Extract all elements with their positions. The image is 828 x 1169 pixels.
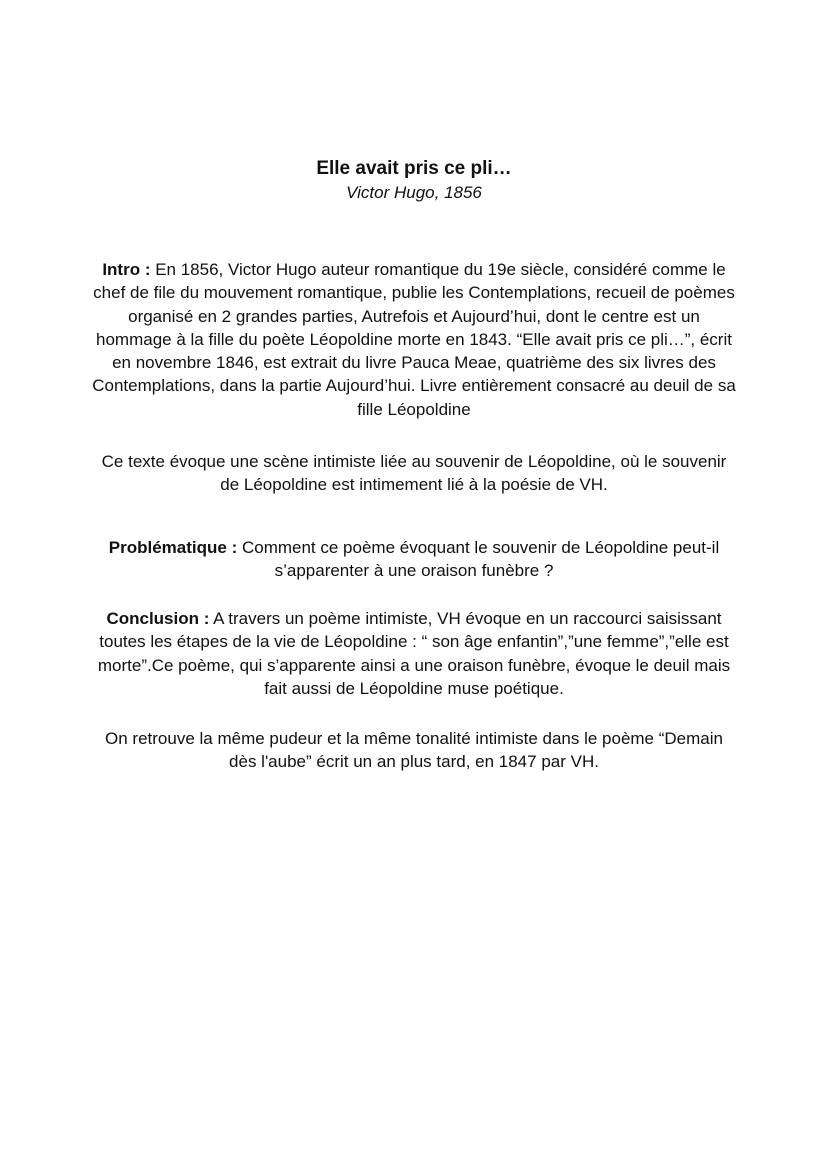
conclusion-text: A travers un poème intimiste, VH évoque en un raccourci saisissant toutes les étapes de la vie de Léopoldine : “ son âge enfantin”,”une femme”,”elle est morte”.Ce poème, qui s’apparente ainsi a une oraison funèbre, évoque le deuil mais fait aussi de Léopoldine muse poétique. (97, 609, 731, 698)
conclusion-paragraph (90, 607, 738, 700)
document-subtitle: Victor Hugo, 1856 (346, 183, 482, 202)
texte-paragraph: Ce texte évoque une scène intimiste liée au souvenir de Léopoldine, où le souvenir de Léopoldine est intimement lié à la poésie de VH. (101, 452, 727, 495)
retrouve-paragraph: On retrouve la même pudeur et la même tonalité intimiste dans le poème “Demain dès l'aube” écrit un an plus tard, en 1847 par VH. (105, 729, 723, 772)
intro-paragraph (90, 258, 738, 421)
intro-label: Intro : (102, 260, 151, 279)
problematique-paragraph (90, 536, 738, 583)
conclusion-label: Conclusion : (106, 609, 210, 628)
problematique-text: Comment ce poème évoquant le souvenir de Léopoldine peut-il s’apparenter à une oraison funèbre ? (237, 538, 720, 581)
problematique-label: Problématique : (108, 538, 238, 557)
intro-text: En 1856, Victor Hugo auteur romantique du 19e siècle, considéré comme le chef de file du mouvement romantique, publie les Contemplations, recueil de poèmes organisé en 2 grandes parties, Autrefois et Aujourd’hui, dont le centre est un hommage à la fille du poète Léopoldine morte en 1843. “Elle avait pris ce pli…”, écrit en novembre 1846, est extrait du livre Pauca Meae, quatrième des six livres des Contemplations, dans la partie Aujourd’hui. Livre entièrement consacré au deuil de sa fille Léopoldine (92, 260, 736, 419)
document-title: Elle avait pris ce pli… (316, 158, 512, 179)
title-block (0, 157, 828, 205)
